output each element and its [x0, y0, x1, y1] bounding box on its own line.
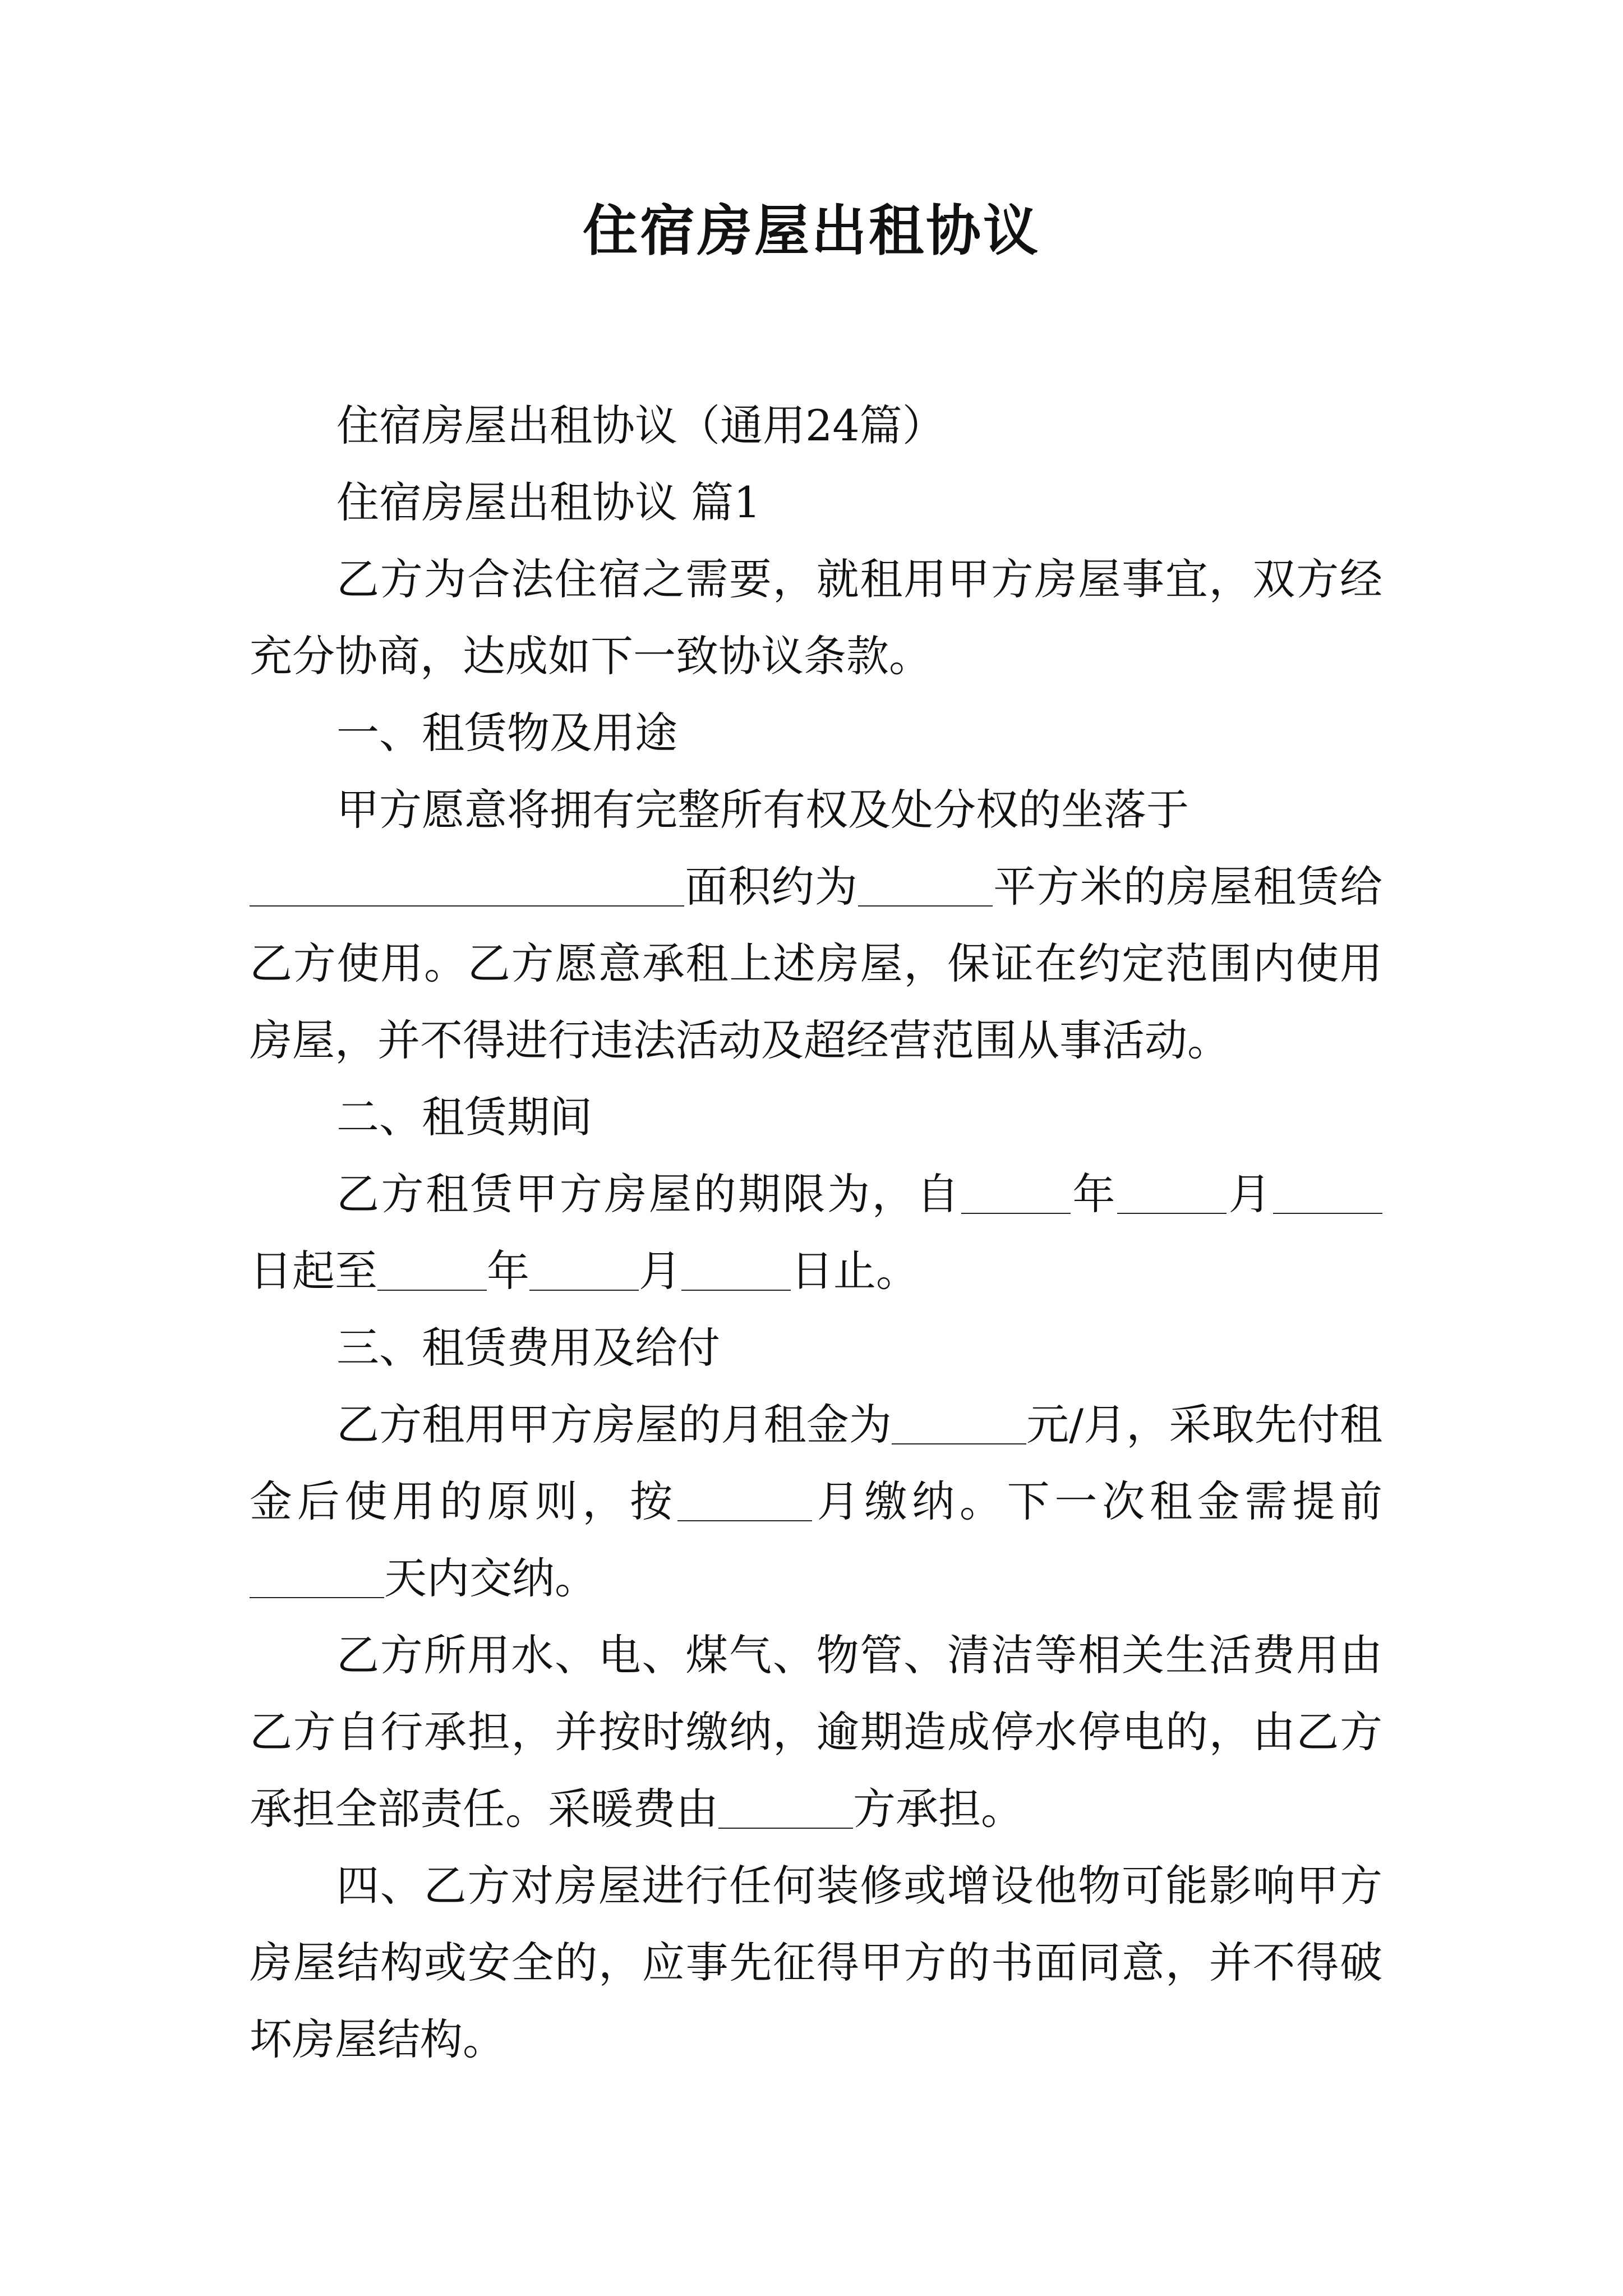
- end-year-blank: [377, 1249, 487, 1291]
- location-blank: [250, 865, 684, 907]
- year-label: 年: [487, 1246, 529, 1296]
- clause-3-text-c: 月缴纳。下一次租金需提前: [811, 1476, 1383, 1526]
- document-body: [250, 387, 1382, 2078]
- payment-months-blank: [677, 1480, 812, 1521]
- rent-amount-blank: [892, 1403, 1026, 1444]
- clause-3-text-b: 元/月，采取先付租金后使用的原则，按: [250, 1400, 1383, 1526]
- advance-days-blank: [250, 1557, 384, 1598]
- day-end-label: 日止。: [791, 1246, 919, 1296]
- start-year-blank: [961, 1172, 1071, 1214]
- clause-heading-1: 一、租赁物及用途: [336, 708, 677, 758]
- intro-paragraph: 乙方为合法住宿之需要，就租用甲方房屋事宜，双方经充分协商，达成如下一致协议条款。: [250, 554, 1382, 681]
- clause-2-paragraph: [250, 1156, 1382, 1309]
- area-blank: [858, 865, 993, 907]
- month-label: 月: [1226, 1169, 1274, 1219]
- clause-1-text-c: 平方米的房屋租赁给乙方使用。乙方愿意承租上述房屋，保证在约定范围内使用房屋，并不得进行违法活动及超经营范围从事活动。: [250, 862, 1383, 1065]
- year-label: 年: [1070, 1169, 1117, 1219]
- clause-3-text-d: 天内交纳。: [384, 1553, 597, 1603]
- start-month-blank: [1117, 1172, 1227, 1214]
- heating-party-blank: [718, 1787, 853, 1829]
- clause-3-utilities-paragraph: [250, 1617, 1382, 1847]
- clause-1-text-a: 甲方愿意将拥有完整所有权及处分权的坐落于: [336, 785, 1189, 835]
- clause-3-text-a: 乙方租用甲方房屋的月租金为: [336, 1400, 892, 1450]
- clause-heading-2: 二、租赁期间: [336, 1092, 592, 1142]
- document-subtitle: 住宿房屋出租协议（通用24篇）: [336, 401, 945, 450]
- day-from-label: 日起至: [250, 1246, 377, 1296]
- clause-1-text-b: 面积约为: [684, 862, 859, 912]
- clause-3-text-e: 乙方所用水、电、煤气、物管、清洁等相关生活费用由乙方自行承担，并按时缴纳，逾期造成停水停电的，由乙方承担全部责任。采暖费由: [250, 1630, 1382, 1834]
- end-month-blank: [529, 1249, 639, 1291]
- document-title: 住宿房屋出租协议: [582, 199, 1040, 263]
- clause-3-paragraph: [250, 1386, 1382, 1617]
- end-day-blank: [681, 1249, 791, 1291]
- clause-heading-3: 三、租赁费用及给付: [336, 1323, 720, 1373]
- clause-3-text-f: 方承担。: [853, 1784, 1023, 1834]
- month-label: 月: [639, 1246, 681, 1296]
- clause-1-paragraph: [250, 771, 1382, 1079]
- clause-2-text-a: 乙方租赁甲方房屋的期限为，自: [336, 1169, 961, 1219]
- clause-4-paragraph: 四、乙方对房屋进行任何装修或增设他物可能影响甲方房屋结构或安全的，应事先征得甲方的书面同意，并不得破坏房屋结构。: [250, 1861, 1382, 2064]
- section-heading: 住宿房屋出租协议 篇1: [336, 477, 761, 527]
- start-day-blank: [1273, 1172, 1382, 1214]
